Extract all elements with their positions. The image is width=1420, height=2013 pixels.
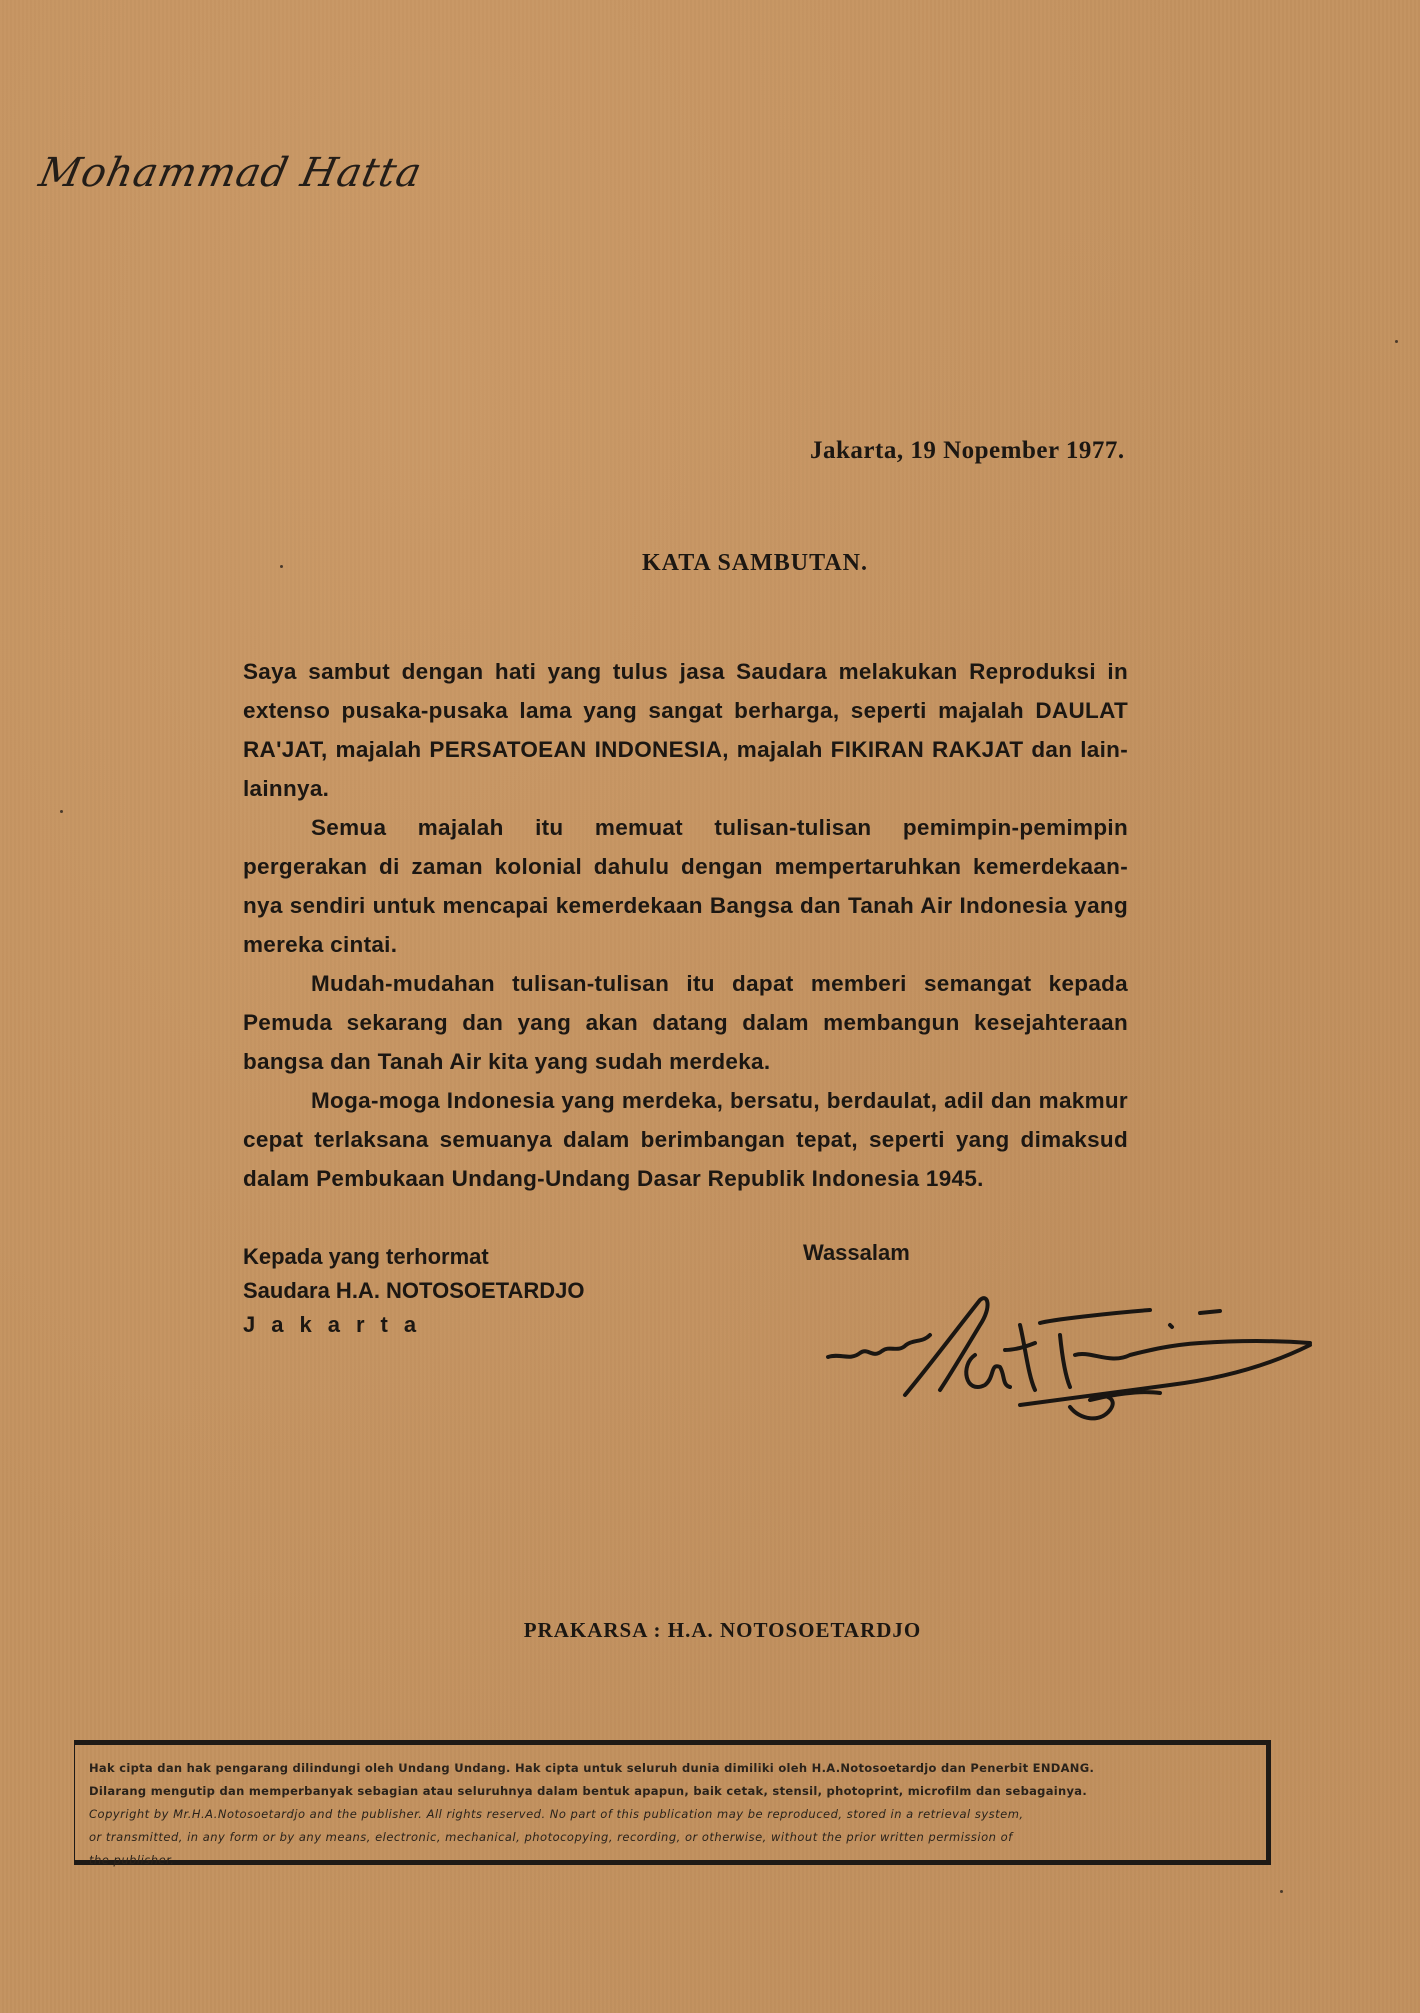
letterhead-name: Mohammad Hatta: [35, 150, 427, 196]
document-title-text: KATA SAMBUTAN.: [641, 550, 868, 576]
handwritten-signature-icon: [810, 1295, 1320, 1425]
addressee-name: Saudara H.A. NOTOSOETARDJO: [243, 1278, 585, 1303]
letter-date: Jakarta, 19 Nopember 1977.: [810, 437, 1125, 464]
copyright-line: Dilarang mengutip dan memperbanyak sebagian atau seluruhnya dalam bentuk apapun, baik cetak, stensil, photoprint, microfilm dan sebagainya.: [89, 1784, 1088, 1798]
copyright-line: Hak cipta dan hak pengarang dilindungi oleh Undang Undang. Hak cipta untuk seluruh dunia dimiliki oleh H.A.Notosoetardjo dan Penerbit ENDANG.: [89, 1761, 1095, 1775]
closing-text: Wassalam: [803, 1240, 910, 1265]
paper-speck: [280, 565, 283, 568]
paper-speck: [1280, 1890, 1283, 1893]
addressee-salutation: Kepada yang terhormat: [243, 1244, 489, 1269]
body-paragraph: Saya sambut dengan hati yang tulus jasa Saudara melakukan Reproduksi in extenso pusaka-pusaka lama yang sangat berharga, seperti majalah DAULAT RA'JAT, majalah PERSATOEAN INDONESIA, majalah FIKIRAN RAKJAT dan lain-lainnya.: [243, 659, 1128, 801]
initiator-line: [0, 1618, 1420, 1643]
signature-stroke: [905, 1298, 988, 1395]
copyright-line: or transmitted, in any form or by any means, electronic, mechanical, photocopying, recording, or otherwise, without the prior written permission of: [89, 1830, 1013, 1844]
signature-stroke: [966, 1355, 1010, 1387]
addressee-block: [243, 1240, 584, 1342]
paper-speck: [1395, 340, 1398, 343]
copyright-line: the publisher.: [89, 1853, 175, 1867]
signature-stroke: [1170, 1311, 1220, 1327]
body-paragraph: Mudah-mudahan tulisan-tulisan itu dapat memberi semangat kepada Pemuda sekarang dan yang akan datang dalam membangun kesejahteraan bangsa dan Tanah Air kita yang sudah merdeka.: [243, 971, 1128, 1074]
paper-speck: [60, 810, 63, 813]
signature-stroke: [1005, 1325, 1035, 1390]
copyright-notice-box: [74, 1740, 1271, 1865]
letter-body: [243, 652, 1128, 1198]
addressee-city: Jakarta: [243, 1312, 433, 1337]
signature-stroke: [1040, 1310, 1150, 1323]
document-title: [0, 550, 1420, 577]
copyright-line: Copyright by Mr.H.A.Notosoetardjo and the publisher. All rights reserved. No part of this publication may be reproduced, stored in a retrieval system,: [89, 1807, 1024, 1821]
signature-stroke: [828, 1335, 930, 1357]
body-paragraph: Semua majalah itu memuat tulisan-tulisan pemimpin-pemimpin pergerakan di zaman kolonial dahulu dengan mempertaruhkan kemerdekaan-nya sendiri untuk mencapai kemerdekaan Bangsa dan Tanah Air Indonesia yang mereka cintai.: [243, 815, 1128, 957]
body-paragraph: Moga-moga Indonesia yang merdeka, bersatu, berdaulat, adil dan makmur cepat terlaksana semuanya dalam berimbangan tepat, seperti yang dimaksud dalam Pembukaan Undang-Undang Dasar Republik Indonesia 1945.: [243, 1088, 1128, 1191]
initiator-text: PRAKARSA : H.A. NOTOSOETARDJO: [523, 1618, 922, 1642]
